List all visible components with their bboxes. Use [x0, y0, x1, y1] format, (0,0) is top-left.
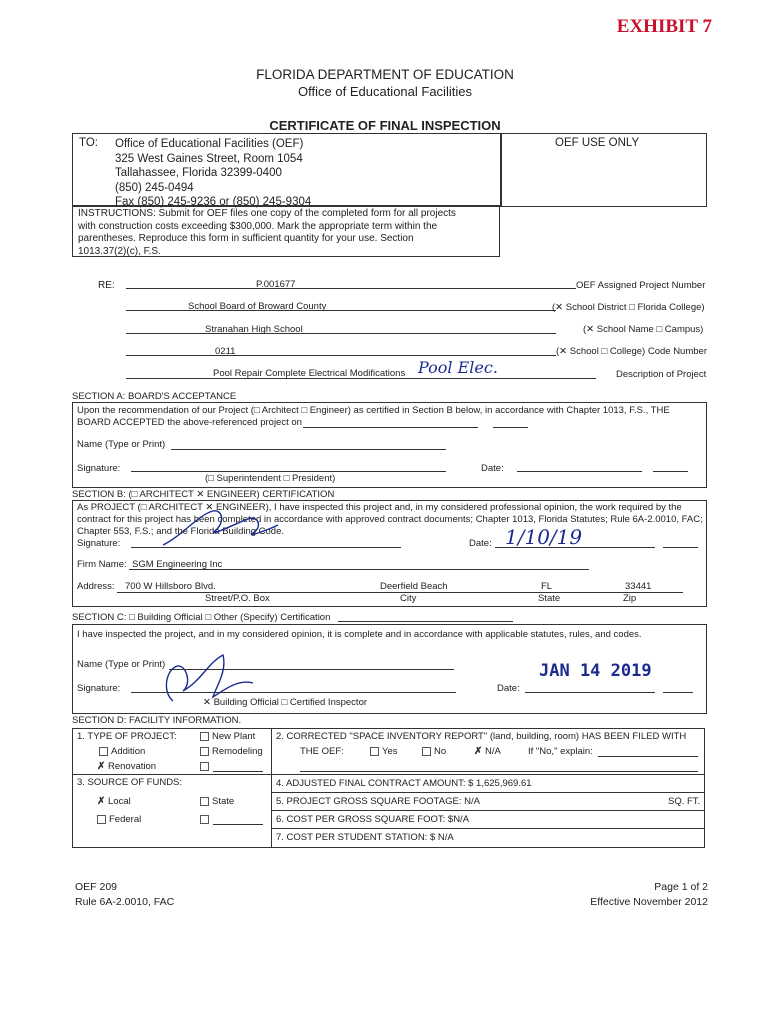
federal-checkbox[interactable]: [97, 814, 141, 825]
section-a-text: BOARD ACCEPTED the above-referenced project on: [77, 417, 302, 428]
firm-label: Firm Name:: [77, 559, 127, 570]
local-checkbox[interactable]: [97, 796, 131, 807]
addition-label: Addition: [111, 746, 146, 757]
gross-square-footage-cell: [271, 792, 705, 811]
description-label: Description of Project: [616, 369, 707, 380]
name-label: Name (Type or Print): [77, 659, 166, 670]
oef-use-box: [500, 133, 707, 207]
state-label: State: [212, 796, 235, 807]
section-d-title: SECTION D: FACILITY INFORMATION.: [72, 715, 242, 726]
remodeling-label: Remodeling: [212, 746, 263, 757]
handwritten-description-note: Pool Elec.: [418, 358, 498, 377]
section-b-box: [72, 500, 707, 607]
to-line: Office of Educational Facilities (OEF): [115, 138, 304, 150]
date-field[interactable]: [517, 471, 642, 472]
section-a-text: Upon the recommendation of our Project (□ Architect □ Engineer) as certified in Section B below, in accordance with Chapter 1013, F.S., THE: [77, 405, 670, 416]
section-c-box: [72, 624, 707, 714]
check-mark-icon: ✗: [97, 761, 106, 772]
check-mark-icon: ✗: [474, 746, 483, 757]
street[interactable]: 700 W Hillsboro Blvd.: [125, 581, 216, 592]
space-inventory-cell: [271, 728, 705, 775]
no-checkbox[interactable]: [422, 746, 446, 757]
handwritten-date: 1/10/19: [505, 525, 583, 549]
page-number: Page 1 of 2: [654, 881, 708, 893]
other-specify-field[interactable]: [338, 621, 513, 622]
state-checkbox[interactable]: [200, 796, 234, 807]
cost-per-student: 7. COST PER STUDENT STATION: $ N/A: [276, 832, 454, 843]
signature-field[interactable]: [131, 471, 446, 472]
na-label: N/A: [485, 746, 501, 757]
project-number-label: OEF Assigned Project Number: [576, 280, 706, 291]
explain-label: If "No," explain:: [528, 746, 593, 757]
yes-checkbox[interactable]: [370, 746, 398, 757]
state[interactable]: FL: [541, 581, 553, 592]
contract-amount: 4. ADJUSTED FINAL CONTRACT AMOUNT: $ 1,625,969.61: [276, 778, 532, 789]
section-b-text: As PROJECT (□ ARCHITECT ✕ ENGINEER), I have inspected this project and, in my considered professional opinion, the work required by the: [77, 502, 682, 513]
gross-square-footage: 5. PROJECT GROSS SQUARE FOOTAGE: N/A: [276, 796, 480, 807]
date-label: Date:: [481, 463, 504, 474]
to-line: (850) 245-0494: [115, 181, 194, 194]
section-a-box: [72, 402, 707, 488]
project-number[interactable]: P.001677: [256, 279, 296, 290]
the-oef-label: THE OEF:: [300, 746, 344, 757]
street-label: Street/P.O. Box: [205, 593, 270, 604]
board-name[interactable]: School Board of Broward County: [188, 301, 327, 312]
new-plant-checkbox[interactable]: [200, 731, 255, 742]
official-role-label: ✕ Building Official □ Certified Inspector: [203, 697, 368, 708]
section-a-title: SECTION A: BOARD'S ACCEPTANCE: [72, 391, 237, 402]
effective-date: Effective November 2012: [590, 896, 708, 908]
signature-label: Signature:: [77, 463, 121, 474]
cost-per-sq-ft-cell: [271, 810, 705, 829]
role-label: (□ Superintendent □ President): [205, 473, 336, 484]
school-type-label: (✕ School Name □ Campus): [583, 324, 704, 335]
sq-ft-label: SQ. FT.: [668, 796, 701, 807]
date-stamp: JAN 14 2019: [539, 661, 652, 681]
to-line: 325 West Gaines Street, Room 1054: [115, 152, 303, 165]
address-label: Address:: [77, 581, 115, 592]
name-label: Name (Type or Print): [77, 439, 166, 450]
instructions-line: with construction costs exceeding $300,000. Mark the appropriate term within the: [78, 220, 438, 232]
to-line: Fax (850) 245-9236 or (850) 245-9304: [115, 196, 312, 208]
addition-checkbox[interactable]: [99, 746, 145, 757]
exhibit-label: EXHIBIT 7: [616, 16, 712, 37]
to-label: TO:: [79, 137, 98, 149]
renovation-checkbox[interactable]: [97, 761, 156, 772]
type-of-project-label: 1. TYPE OF PROJECT:: [77, 731, 177, 742]
space-inventory-label: 2. CORRECTED "SPACE INVENTORY REPORT" (land, building, room) HAS BEEN FILED WITH: [276, 731, 687, 742]
local-label: Local: [108, 796, 131, 807]
other-type-field[interactable]: [213, 771, 263, 772]
signature-label: Signature:: [77, 683, 121, 694]
department-heading: FLORIDA DEPARTMENT OF EDUCATION: [256, 67, 514, 82]
city-label: City: [400, 593, 417, 604]
instructions-line: 1013.37(2)(c), F.S.: [78, 245, 161, 257]
project-description[interactable]: Pool Repair Complete Electrical Modifications: [213, 368, 406, 379]
re-label: RE:: [98, 280, 115, 291]
office-heading: Office of Educational Facilities: [298, 84, 472, 99]
yes-label: Yes: [382, 746, 398, 757]
check-mark-icon: ✗: [97, 796, 106, 807]
other-type-checkbox[interactable]: [200, 761, 212, 772]
na-checkbox[interactable]: [474, 746, 501, 757]
to-address: [115, 137, 311, 210]
zip[interactable]: 33441: [625, 581, 652, 592]
federal-label: Federal: [109, 814, 142, 825]
to-box: [72, 133, 502, 207]
signature-label: Signature:: [77, 538, 121, 549]
acceptance-date-line[interactable]: [303, 427, 478, 428]
rule-number: Rule 6A-2.0010, FAC: [75, 896, 175, 908]
form-number: OEF 209: [75, 881, 118, 893]
instructions-line: parentheses. Reproduce this form in sufficient quantity for your use. Section: [78, 233, 414, 244]
renovation-label: Renovation: [108, 761, 157, 772]
to-line: Tallahassee, Florida 32399-0400: [115, 167, 282, 179]
firm-name[interactable]: SGM Engineering Inc: [132, 559, 223, 570]
date-label: Date:: [469, 538, 492, 549]
contract-amount-cell: [271, 774, 705, 793]
date-label: Date:: [497, 683, 520, 694]
city[interactable]: Deerfield Beach: [380, 581, 448, 592]
section-b-title: SECTION B: (□ ARCHITECT ✕ ENGINEER) CERTIFICATION: [72, 489, 335, 500]
instructions-box: [72, 205, 500, 257]
board-type-label: (✕ School District □ Florida College): [552, 302, 705, 313]
cost-per-student-cell: [271, 828, 705, 848]
code-type-label: (✕ School □ College) Code Number: [556, 346, 707, 357]
source-of-funds-label: 3. SOURCE OF FUNDS:: [77, 777, 183, 788]
section-c-text: I have inspected the project, and in my considered opinion, it is complete and in accordance with applicable statutes, rules, and codes.: [77, 629, 642, 640]
code-number[interactable]: 0211: [215, 346, 236, 357]
section-b-text: contract for this project has been completed in accordance with approved contract documents; Chapter 1013, Florida Statutes; Rule 6A-2.0010, FAC;: [77, 514, 703, 525]
no-label: No: [434, 746, 447, 757]
explain-field-2[interactable]: [300, 771, 698, 772]
zip-label: Zip: [623, 593, 637, 604]
school-name[interactable]: Stranahan High School: [205, 324, 303, 335]
other-funds-field[interactable]: [213, 824, 263, 825]
oef-use-label: OEF USE ONLY: [555, 137, 640, 149]
page-title: CERTIFICATE OF FINAL INSPECTION: [269, 118, 501, 133]
name-field[interactable]: [171, 449, 446, 450]
new-plant-label: New Plant: [212, 731, 256, 742]
other-funds-checkbox[interactable]: [200, 814, 212, 825]
instructions-line: INSTRUCTIONS: Submit for OEF files one copy of the completed form for all projects: [78, 208, 456, 219]
cost-per-sq-ft: 6. COST PER GROSS SQUARE FOOT: $N/A: [276, 814, 470, 825]
source-of-funds-cell: [72, 774, 272, 848]
state-label: State: [538, 593, 561, 604]
section-c-title: SECTION C: □ Building Official □ Other (Specify) Certification: [72, 612, 331, 623]
explain-field[interactable]: [598, 756, 698, 757]
date-field[interactable]: [525, 692, 655, 693]
type-of-project-cell: [72, 728, 272, 775]
engineer-signature: [153, 505, 283, 549]
remodeling-checkbox[interactable]: [200, 746, 263, 757]
section-b-text: Chapter 553, F.S.; and the Florida Building Code.: [77, 526, 285, 537]
